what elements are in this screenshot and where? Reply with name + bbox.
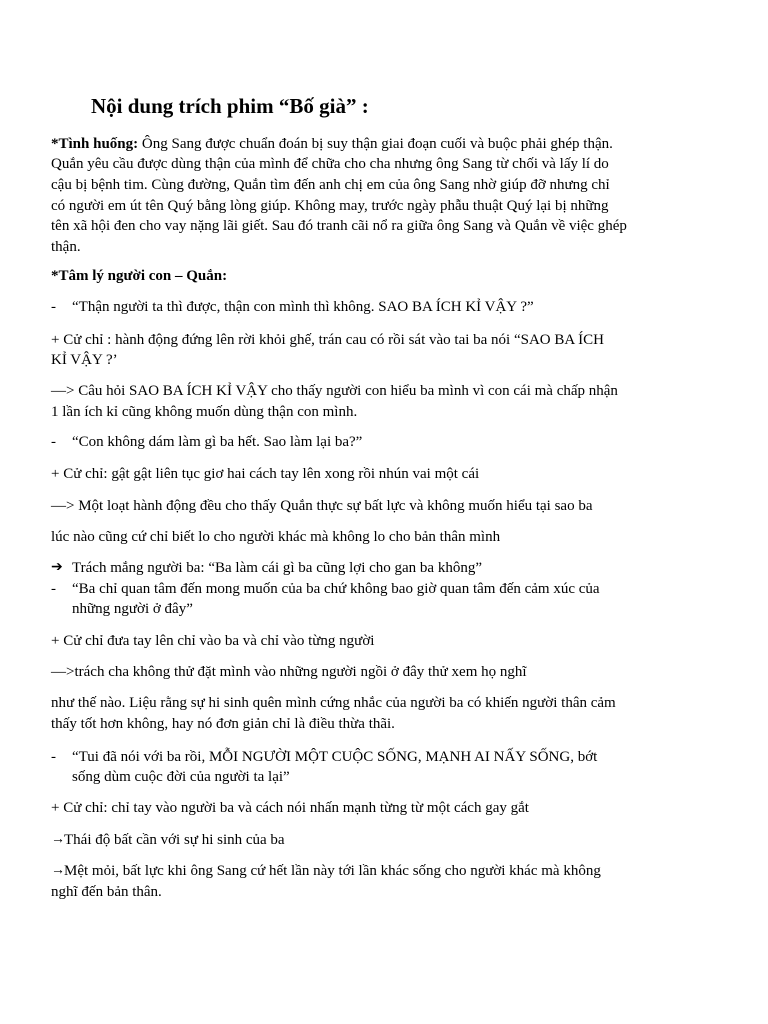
analysis-3-line-2: như thế nào. Liệu rằng sự hi sinh quên mình cứng nhắc của người ba có khiến người thân cảm	[51, 695, 616, 711]
situation-line-2: Quắn yêu cầu được dùng thận của mình để chữa cho cha nhưng ông Sang từ chối và lấy lí do	[51, 156, 609, 172]
quote-2: “Con không dám làm gì ba hết. Sao làm lại ba?”	[72, 434, 363, 450]
arrow-icon: →	[51, 863, 65, 878]
tired-line-2: nghĩ đến bản thân.	[51, 884, 162, 900]
situation-text-1: Ông Sang được chuẩn đoán bị suy thận giai đoạn cuối và buộc phải ghép thận.	[138, 136, 613, 152]
quote-4-line-1: “Tui đã nói với ba rồi, MỖI NGƯỜI MỘT CUỘC SỐNG, MẠNH AI NẤY SỐNG, bớt	[72, 749, 598, 765]
arrow-icon: ➔	[51, 560, 63, 575]
situation-line-3: cậu bị bệnh tim. Cùng đường, Quắn tìm đến anh chị em của ông Sang nhờ giúp đỡ nhưng chỉ	[51, 177, 610, 193]
gesture-3: + Cử chỉ đưa tay lên chỉ vào ba và chỉ vào từng người	[51, 633, 375, 649]
quote-1: “Thận người ta thì được, thận con mình thì không. SAO BA ÍCH KỈ VẬY ?”	[72, 299, 534, 315]
bullet-dash: -	[51, 749, 56, 765]
analysis-3-line-1: —>trách cha không thử đặt mình vào những người ngồi ở đây thử xem họ nghĩ	[51, 664, 527, 680]
quote-3-line-1: “Ba chỉ quan tâm đến mong muốn của ba chứ không bao giờ quan tâm đến cảm xúc của	[72, 581, 600, 597]
attitude-line: Thái độ bất cần với sự hi sinh của ba	[64, 832, 285, 848]
quote-3-line-2: những người ở đây”	[72, 601, 193, 617]
psychology-heading: *Tâm lý người con – Quắn:	[51, 268, 228, 284]
situation-line-1	[51, 135, 613, 153]
analysis-1-line-2: 1 lần ích kỉ cũng không muốn dùng thận con mình.	[51, 404, 358, 420]
gesture-4: + Cử chỉ: chỉ tay vào người ba và cách nói nhấn mạnh từng từ một cách gay gắt	[51, 800, 529, 816]
bullet-dash: -	[51, 434, 56, 450]
bullet-dash: -	[51, 299, 56, 315]
analysis-1-line-1: —> Câu hỏi SAO BA ÍCH KỈ VẬY cho thấy người con hiểu ba mình vì con cái mà chấp nhận	[51, 383, 618, 399]
situation-line-5: tên xã hội đen cho vay nặng lãi giết. Sau đó tranh cãi nổ ra giữa ông Sang và Quắn về việc ghép	[51, 218, 627, 234]
quote-4-line-2: sống dùm cuộc đời của người ta lại”	[72, 769, 290, 785]
analysis-2-line-2: lúc nào cũng cứ chỉ biết lo cho người khác mà không lo cho bản thân mình	[51, 529, 501, 545]
situation-line-6: thận.	[51, 239, 81, 255]
reproach-line: Trách mắng người ba: “Ba làm cái gì ba cũng lợi cho gan ba không”	[72, 560, 483, 576]
gesture-1-line-1: + Cử chỉ : hành động đứng lên rời khỏi ghế, trán cau có rồi sát vào tai ba nói “SAO BA ÍCH	[51, 332, 604, 348]
analysis-3-line-3: thấy tốt hơn không, hay nó đơn giản chỉ là điều thừa thãi.	[51, 716, 395, 732]
tired-line-1: Mệt mỏi, bất lực khi ông Sang cứ hết lần này tới lần khác sống cho người khác mà không	[64, 863, 601, 879]
gesture-1-line-2: KỈ VẬY ?’	[51, 352, 118, 368]
gesture-2: + Cử chỉ: gật gật liên tục giơ hai cách tay lên xong rồi nhún vai một cái	[51, 466, 480, 482]
bullet-dash: -	[51, 581, 56, 597]
situation-line-4: có người em út tên Quý bằng lòng giúp. Không may, trước ngày phẫu thuật Quý lại bị những	[51, 198, 609, 214]
page-title: Nội dung trích phim “Bố già” :	[91, 94, 369, 118]
analysis-2-line-1: —> Một loạt hành động đều cho thấy Quắn thực sự bất lực và không muốn hiểu tại sao ba	[51, 498, 593, 514]
situation-label: *Tình huống:	[51, 136, 139, 152]
arrow-icon: →	[51, 832, 65, 847]
